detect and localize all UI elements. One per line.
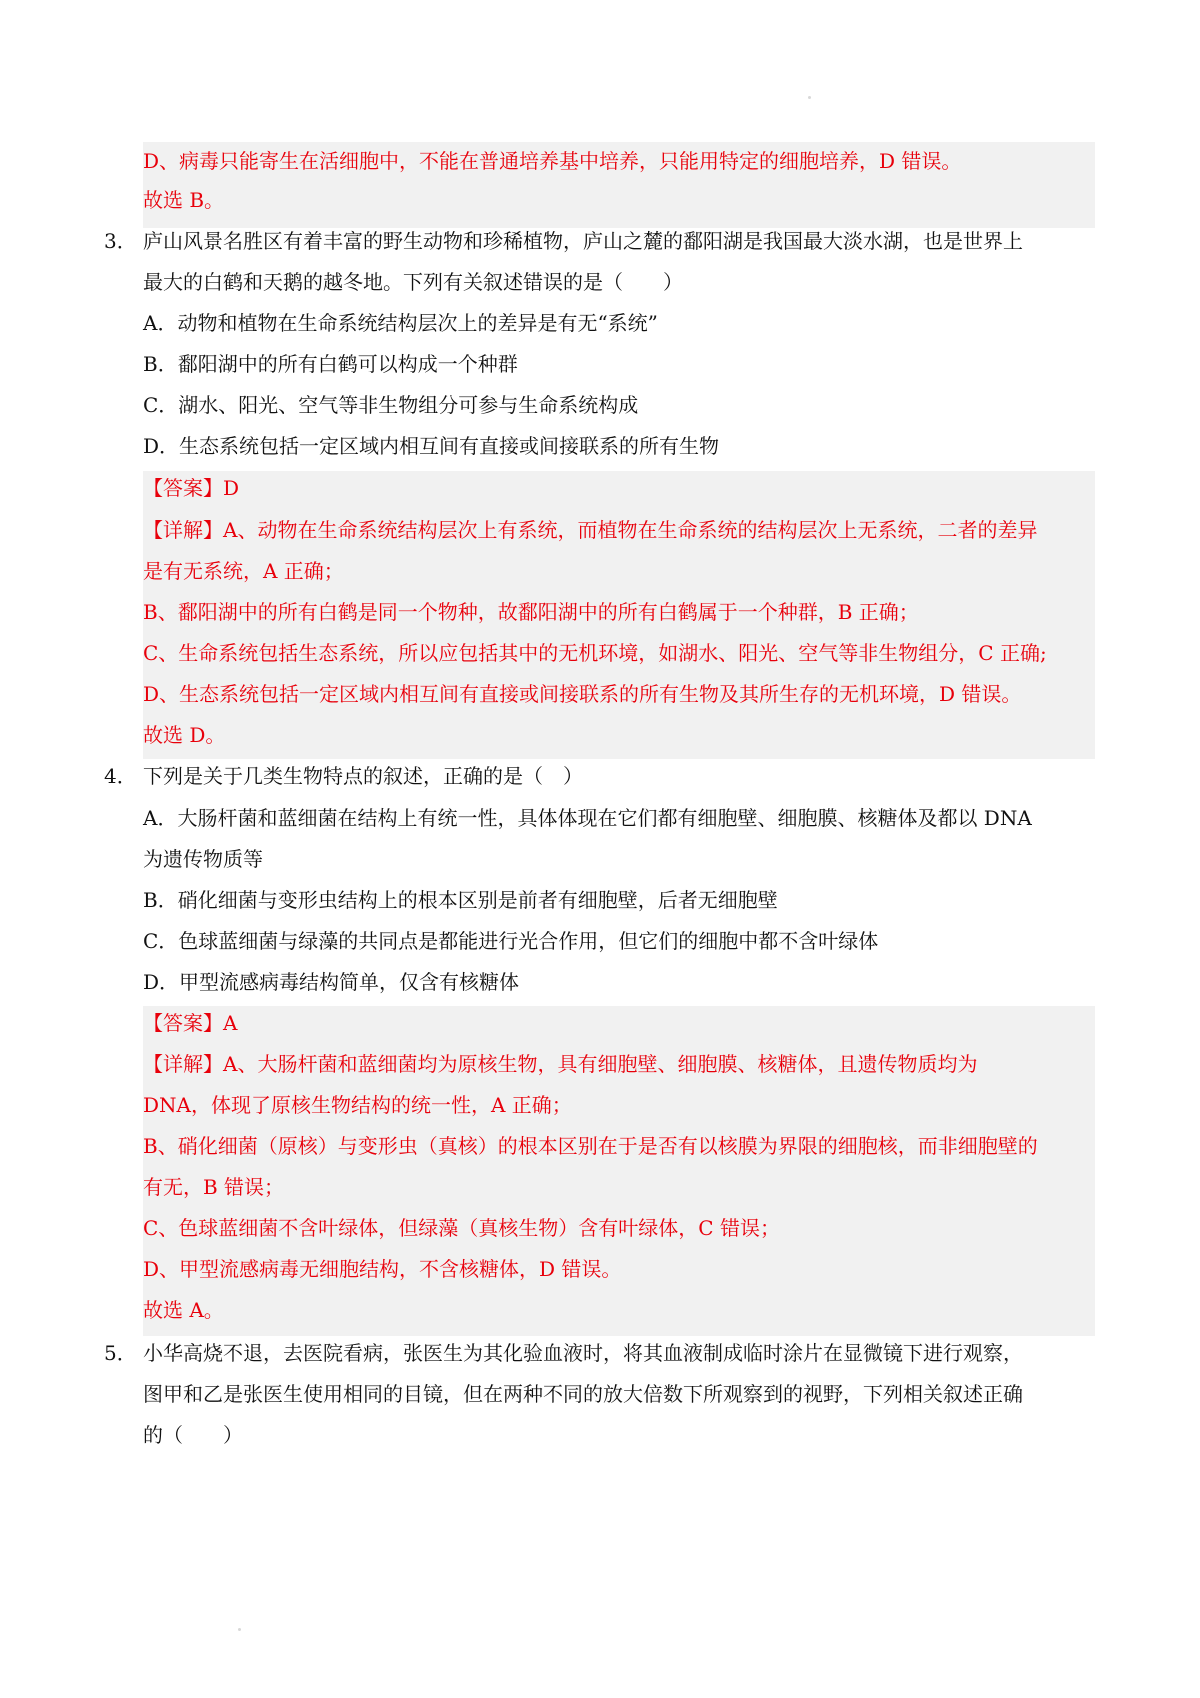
option-d: D．生态系统包括一定区域内相互间有直接或间接联系的所有生物 bbox=[143, 434, 720, 458]
question-stem: 下列是关于几类生物特点的叙述，正确的是（ ） bbox=[143, 764, 583, 788]
option-a: A．大肠杆菌和蓝细菌在结构上有统一性，具体体现在它们都有细胞壁、细胞膜、核糖体及都以 DNA bbox=[143, 806, 1032, 830]
scan-dot bbox=[808, 96, 811, 99]
explanation-c: C、生命系统包括生态系统，所以应包括其中的无机环境，如湖水、阳光、空气等非生物组分，C 正确; bbox=[143, 641, 1047, 665]
option-c: C．湖水、阳光、空气等非生物组分可参与生命系统构成 bbox=[143, 393, 639, 417]
explanation-choice: 故选 A。 bbox=[143, 1298, 224, 1322]
option-a: A．动物和植物在生命系统结构层次上的差异是有无“系统” bbox=[143, 311, 658, 335]
explanation-a: DNA，体现了原核生物结构的统一性，A 正确； bbox=[143, 1093, 572, 1117]
question-stem: 最大的白鹤和天鹅的越冬地。下列有关叙述错误的是（ ） bbox=[143, 270, 683, 294]
option-d: D．甲型流感病毒结构简单，仅含有核糖体 bbox=[143, 970, 520, 994]
question-stem: 图甲和乙是张医生使用相同的目镜，但在两种不同的放大倍数下所观察到的视野，下列相关叙述正确 bbox=[143, 1382, 1023, 1406]
explanation-d: D、生态系统包括一定区域内相互间有直接或间接联系的所有生物及其所生存的无机环境，D 错误。 bbox=[143, 682, 1022, 706]
option-b: B．鄱阳湖中的所有白鹤可以构成一个种群 bbox=[143, 352, 518, 376]
question-number: 5． bbox=[104, 1341, 137, 1365]
scan-dot bbox=[238, 1628, 241, 1631]
explanation-c: C、色球蓝细菌不含叶绿体，但绿藻（真核生物）含有叶绿体，C 错误； bbox=[143, 1216, 780, 1240]
question-stem: 庐山风景名胜区有着丰富的野生动物和珍稀植物，庐山之麓的鄱阳湖是我国最大淡水湖，也是世界上 bbox=[143, 229, 1023, 253]
question-stem: 小华高烧不退，去医院看病，张医生为其化验血液时，将其血液制成临时涂片在显微镜下进行观察， bbox=[143, 1341, 1023, 1365]
question-number: 4． bbox=[104, 764, 137, 788]
question-number: 3． bbox=[104, 229, 137, 253]
answer-label: 【答案】A bbox=[143, 1011, 238, 1035]
explanation-choice: 故选 D。 bbox=[143, 723, 226, 747]
option-a: 为遗传物质等 bbox=[143, 847, 263, 871]
option-b: B．硝化细菌与变形虫结构上的根本区别是前者有细胞壁，后者无细胞壁 bbox=[143, 888, 778, 912]
explanation-a: 【详解】A、动物在生命系统结构层次上有系统，而植物在生命系统的结构层次上无系统，二者的差异 bbox=[143, 518, 1038, 542]
explanation-b: B、硝化细菌（原核）与变形虫（真核）的根本区别在于是否有以核膜为界限的细胞核，而非细胞壁的 bbox=[143, 1134, 1038, 1158]
explanation-a: 是有无系统，A 正确； bbox=[143, 559, 344, 583]
answer-label: 【答案】D bbox=[143, 476, 240, 500]
explanation-b: 有无，B 错误； bbox=[143, 1175, 285, 1199]
explanation-a: 【详解】A、大肠杆菌和蓝细菌均为原核生物，具有细胞壁、细胞膜、核糖体，且遗传物质均为 bbox=[143, 1052, 978, 1076]
explanation-d: D、甲型流感病毒无细胞结构，不含核糖体，D 错误。 bbox=[143, 1257, 622, 1281]
explanation-d: D、病毒只能寄生在活细胞中，不能在普通培养基中培养，只能用特定的细胞培养，D 错误。 bbox=[143, 149, 962, 173]
question-stem: 的（ ） bbox=[143, 1423, 243, 1447]
option-c: C．色球蓝细菌与绿藻的共同点是都能进行光合作用，但它们的细胞中都不含叶绿体 bbox=[143, 929, 879, 953]
explanation-b: B、鄱阳湖中的所有白鹤是同一个物种，故鄱阳湖中的所有白鹤属于一个种群，B 正确； bbox=[143, 600, 919, 624]
explanation-choice: 故选 B。 bbox=[143, 188, 225, 212]
